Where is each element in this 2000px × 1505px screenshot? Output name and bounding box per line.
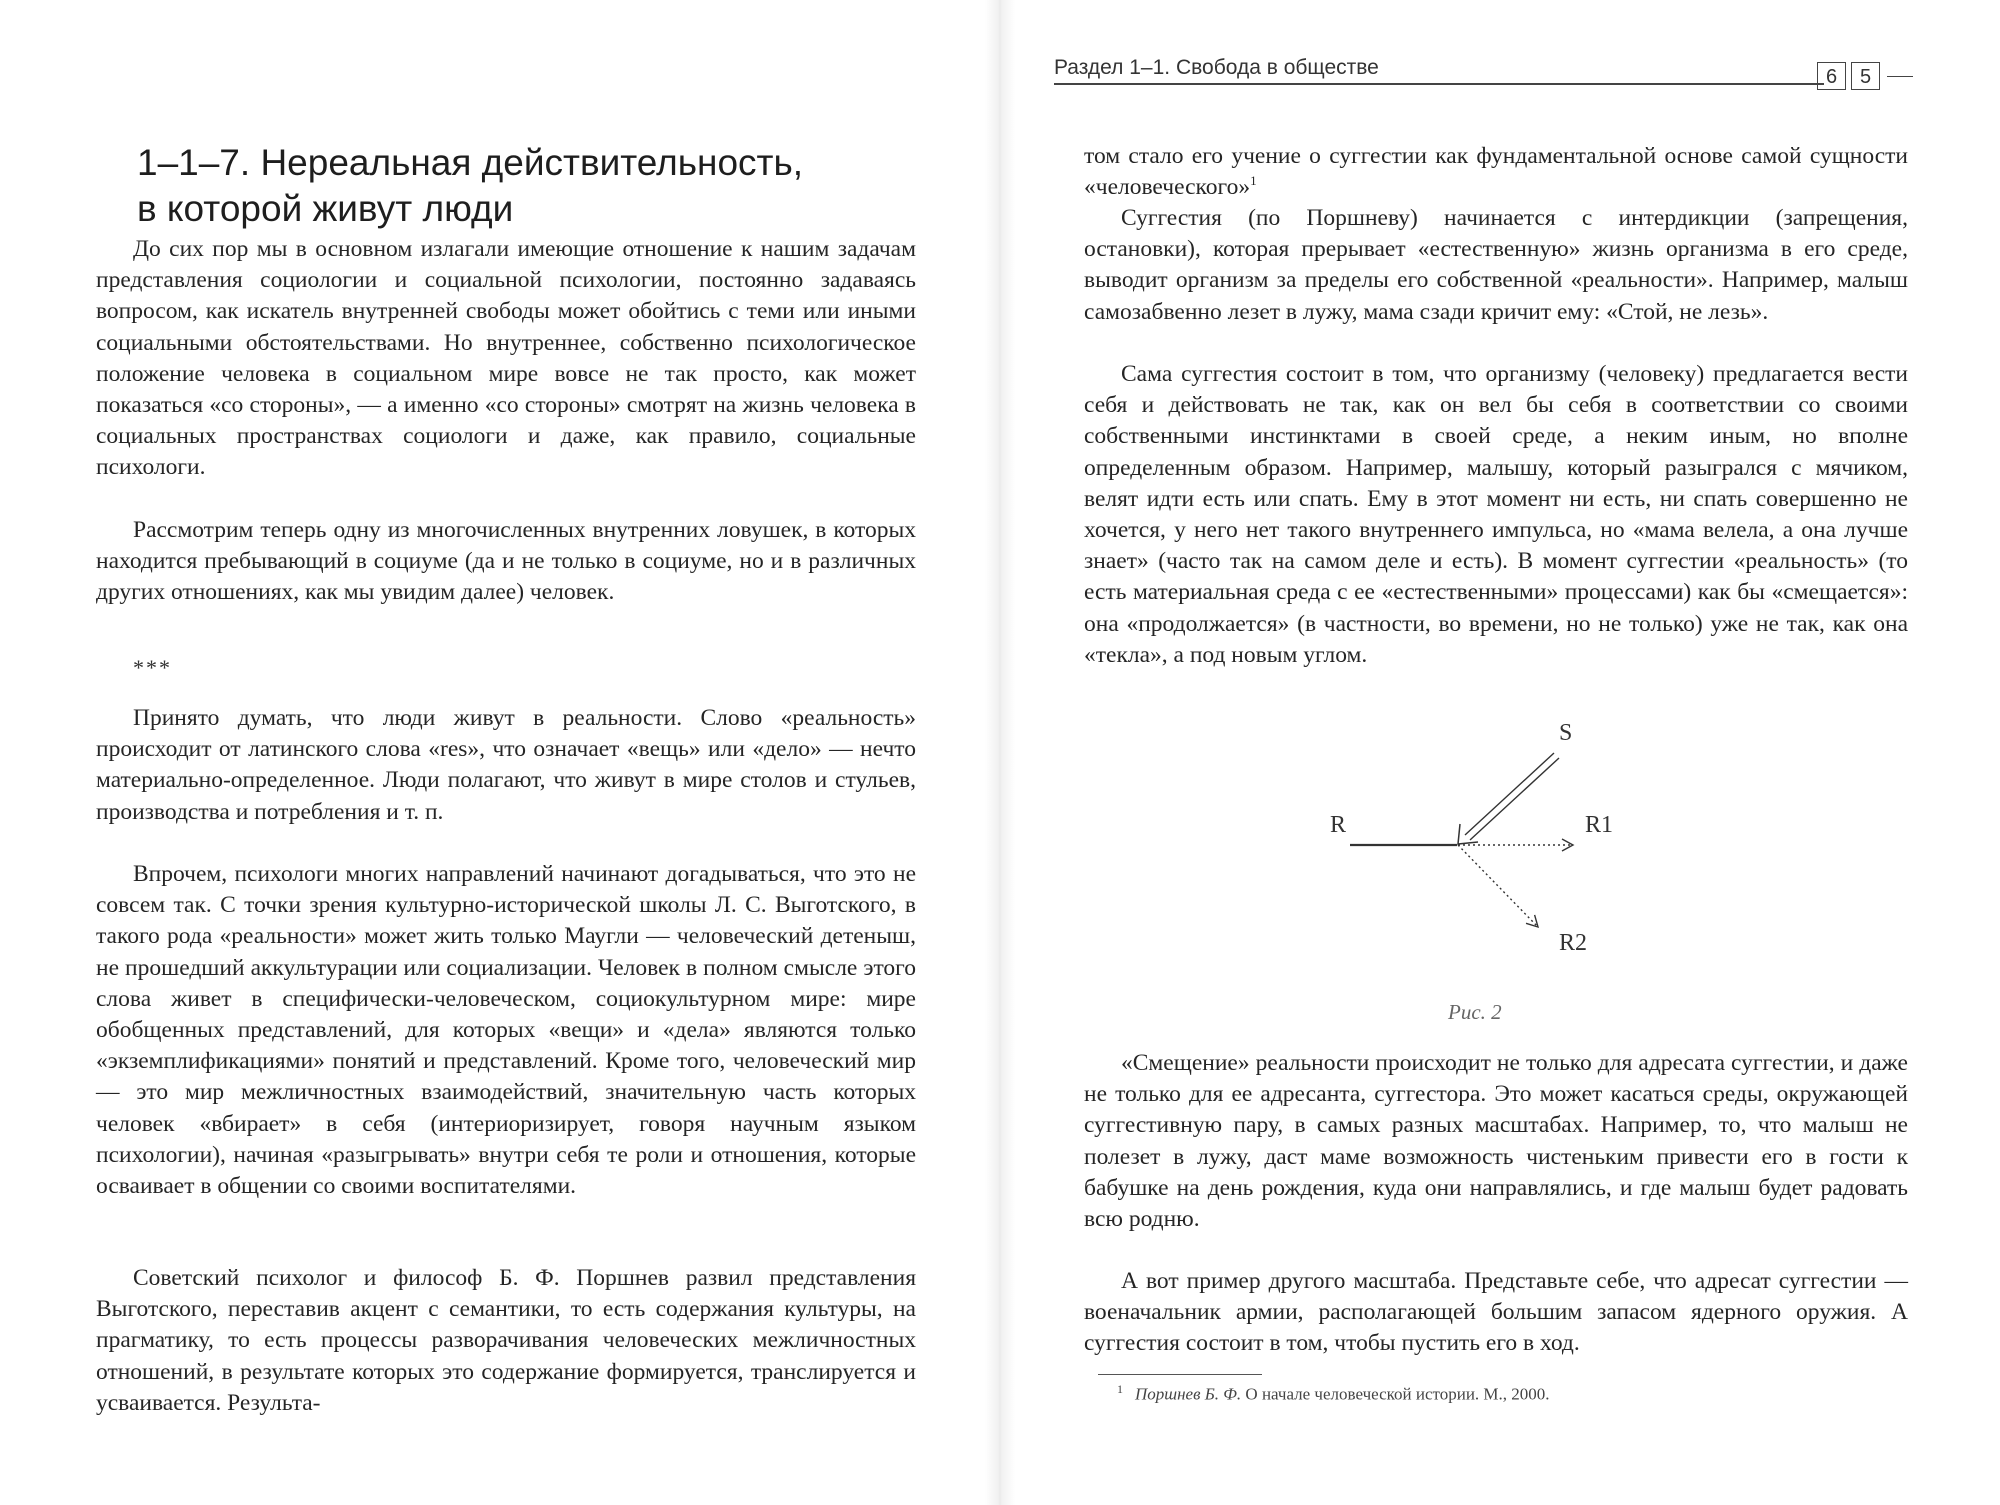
paragraph-1-text: том стало его учение о суггестии как фундаментальной основе самой сущности «человеческого»	[1084, 143, 1908, 201]
paragraph-4: «Смещение» реальности происходит не только для адресата суггестии, и даже не только для ее адресанта, суггестора. Это может касаться среды, окружающей суггестивную пару, в самых разных масштабах. Например, то, что малыш не полезет в лужу, даст маме возможность чистеньким привести его в гости к бабушке на день рождения, куда они направлялись, и где малыш будет радовать всю родню.	[1084, 1050, 1908, 1233]
paragraph-5: Советский психолог и философ Б. Ф. Поршнев развил представления Выготского, переставив акцент с семантики, то есть содержания культуры, на прагматику, то есть процессы разворачивания человеческих межличностных отношений, в результате которых это содержание формируется, транслируется и усваивается. Результа-	[96, 1265, 916, 1416]
paragraph-5: А вот пример другого масштаба. Представьте себе, что адресат суггестии — военачальник армии, располагающей большим запасом ядерного оружия. А суггестия состоит в том, чтобы пустить его в ход.	[1084, 1268, 1908, 1357]
suggestion-arrowhead	[1458, 824, 1478, 844]
footnote-ref: 1	[1250, 173, 1257, 189]
section-heading-line2: в которой живут люди	[137, 188, 514, 229]
section-separator: ***	[133, 655, 172, 680]
suggestion-arrow-b	[1470, 758, 1559, 840]
footnote-mark: 1	[1117, 1382, 1123, 1396]
running-head-title: Раздел 1–1. Свобода в обществе	[1054, 56, 1379, 79]
running-head-rule	[1054, 83, 1824, 85]
suggestion-arrow-a	[1465, 753, 1554, 835]
figure-2-diagram	[1280, 720, 1614, 960]
running-head	[1054, 56, 1904, 86]
footnote	[1117, 1382, 1550, 1405]
paragraph-1: До сих пор мы в основном излагали имеющие отношение к нашим задачам представления социологии и социальной психологии, постоянно задаваясь вопросом, как искатель внутренней свободы может обойтись с теми или иными социальными обстоятельствами. Но внутреннее, собственно психологическое положение человека в социальном мире вовсе не так просто, как может показаться «со стороны», — а именно «со стороны» смотрят на жизнь человека в социальных пространствах социологи и даже, как правило, социальные психологи.	[96, 236, 916, 481]
label-r: R	[1330, 812, 1347, 838]
page-number-digit-1: 6	[1817, 62, 1846, 90]
r2-dotted-arrow	[1458, 845, 1538, 927]
paragraph-1	[1084, 141, 1908, 203]
section-heading	[137, 140, 937, 232]
paragraph-3: Сама суггестия состоит в том, что организму (человеку) предлагается вести себя и действовать не так, как он вел бы себя в соответствии со своими собственными инстинктами в своей среде, а неким иным, но вполне определенным образом. Например, малышу, который разыгрался с мячиком, велят идти есть или спать. Ему в этот момент ни есть, ни спать совершенно не хочется, у него нет такого внутреннего импульса, но «мама велела, а она лучше знает» (часто так на самом деле и есть). В момент суггестии «реальность» (то есть материальная среда с ее «естественными» процессами) как бы «смещается»: она «продолжается» (в частности, во времени, но не только) уже не так, как она «текла», а под новым углом.	[1084, 361, 1908, 668]
label-r1: R1	[1585, 812, 1614, 838]
footnote-author: Поршнев Б. Ф.	[1135, 1384, 1242, 1404]
paragraph-2: Рассмотрим теперь одну из многочисленных внутренних ловушек, в которых находится пребывающий в социуме (да и не только в социуме, но и в различных других отношениях, как мы увидим далее) человек.	[96, 517, 916, 606]
page-number	[1817, 62, 1889, 90]
footnote-rule	[1098, 1374, 1262, 1375]
paragraph-3: Принято думать, что люди живут в реальности. Слово «реальность» происходит от латинского слова «res», что означает «вещь» или «дело» — нечто материально-определенное. Люди полагают, что живут в мире столов и стульев, производства и потребления и т. п.	[96, 705, 916, 825]
suggestion-diagram	[1280, 720, 1600, 960]
label-r2: R2	[1559, 930, 1588, 956]
paragraph-2: Суггестия (по Поршневу) начинается с интердикции (запрещения, остановки), которая прерывает «естественную» жизнь организма в его среде, выводит организм за пределы его собственной «реальности». Например, малыш самозабвенно лезет в лужу, мама сзади кричит ему: «Стой, не лезь».	[1084, 205, 1908, 325]
footnote-text: О начале человеческой истории. М., 2000.	[1245, 1384, 1550, 1404]
paragraph-4: Впрочем, психологи многих направлений начинают догадываться, что это не совсем так. С точки зрения культурно-исторической школы Л. С. Выготского, в такого рода «реальности» может жить только Маугли — человеческий детеныш, не прошедший аккультурации или социализации. Человек в полном смысле этого слова живет в специфически-человеческом, социокультурном мире: мире обобщенных представлений, для которых «вещи» и «дела» являются только «экземплификациями» понятий и представлений. Кроме того, человеческий мир — это мир межличностных взаимодействий, значительную часть которых человек «вбирает» в себя (интериоризирует, говоря научным языком психологии), начиная «разыгрывать» внутри себя те роли и отношения, которые осваивает в общении со своими воспитателями.	[96, 861, 916, 1200]
right-page	[1000, 0, 2000, 1505]
page-number-digit-2: 5	[1851, 62, 1880, 90]
figure-caption: Рис. 2	[1448, 1000, 1502, 1024]
page-number-rule	[1887, 76, 1913, 77]
label-s: S	[1559, 720, 1573, 746]
section-heading-line1: 1–1–7. Нереальная действительность,	[137, 142, 804, 183]
